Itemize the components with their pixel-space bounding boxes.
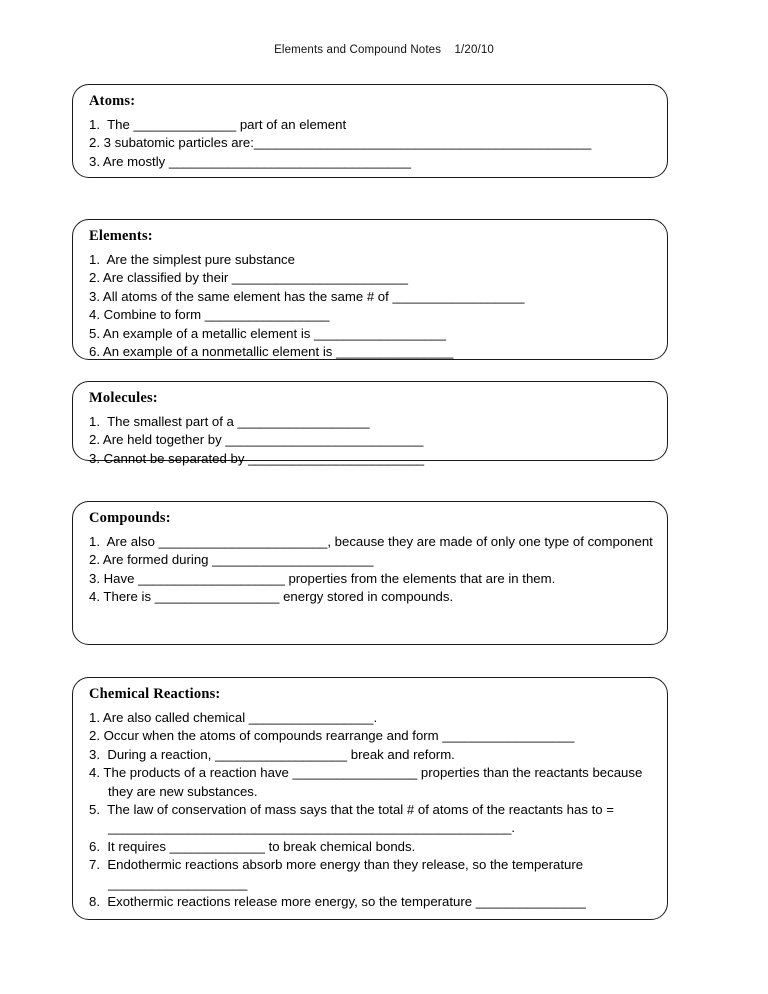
list-item: 6. An example of a nonmetallic element is ________________ bbox=[89, 343, 454, 359]
list-item: 1. Are the simplest pure substance bbox=[89, 251, 295, 267]
list-item: 3. Have ____________________ properties from the elements that are in them. bbox=[89, 570, 556, 586]
list-item: 5. The law of conservation of mass says that the total # of atoms of the reactants has to = _______________________________________________________. bbox=[89, 801, 618, 836]
list-item: 6. It requires _____________ to break chemical bonds. bbox=[89, 838, 416, 854]
list-item: 3. Are mostly _________________________________ bbox=[89, 153, 411, 169]
list-item: 4. The products of a reaction have _________________ properties than the reactants because they are new substances. bbox=[89, 765, 646, 799]
list-item: 2. Are held together by ___________________________ bbox=[89, 432, 424, 448]
list-item: 3. During a reaction, __________________ break and reform. bbox=[89, 746, 455, 762]
list-item: 1. The smallest part of a __________________ bbox=[89, 413, 370, 429]
section-heading-compounds: Compounds: bbox=[89, 510, 171, 526]
section-atoms bbox=[72, 84, 668, 178]
section-list-chemical-reactions bbox=[89, 709, 653, 911]
list-item: 2. Are formed during ______________________ bbox=[89, 552, 374, 568]
section-heading-molecules: Molecules: bbox=[89, 390, 158, 406]
list-item: 2. Are classified by their ________________________ bbox=[89, 270, 408, 286]
list-item: 3. Cannot be separated by ________________________ bbox=[89, 450, 425, 466]
list-item: 1. Are also called chemical _________________. bbox=[89, 709, 378, 725]
page-title: Elements and Compound Notes 1/20/10 bbox=[274, 44, 494, 56]
list-item: 5. An example of a metallic element is __________________ bbox=[89, 325, 447, 341]
section-heading-atoms: Atoms: bbox=[89, 93, 136, 109]
list-item: 4. There is _________________ energy stored in compounds. bbox=[89, 589, 454, 605]
section-list-atoms bbox=[89, 116, 653, 171]
list-item: 4. Combine to form _________________ bbox=[89, 307, 330, 323]
section-elements bbox=[72, 219, 668, 360]
section-list-molecules bbox=[89, 413, 653, 468]
list-item: 2. Occur when the atoms of compounds rearrange and form __________________ bbox=[89, 728, 575, 744]
list-item: 1. Are also _______________________, because they are made of only one type of component bbox=[89, 533, 653, 549]
section-molecules bbox=[72, 381, 668, 466]
list-item: 7. Endothermic reactions absorb more energy than they release, so the temperature ___________________ bbox=[89, 857, 587, 891]
section-list-elements bbox=[89, 251, 653, 361]
section-chemical-reactions bbox=[72, 677, 668, 920]
list-item: 1. The ______________ part of an element bbox=[89, 116, 347, 132]
section-list-compounds bbox=[89, 533, 653, 607]
list-item: 3. All atoms of the same element has the same # of __________________ bbox=[89, 288, 525, 304]
section-heading-elements: Elements: bbox=[89, 228, 153, 244]
section-heading-chemical-reactions: Chemical Reactions: bbox=[89, 686, 221, 702]
list-item: 8. Exothermic reactions release more energy, so the temperature _______________ bbox=[89, 894, 586, 909]
section-compounds bbox=[72, 501, 668, 645]
list-item: 2. 3 subatomic particles are:______________________________________________ bbox=[89, 135, 592, 151]
